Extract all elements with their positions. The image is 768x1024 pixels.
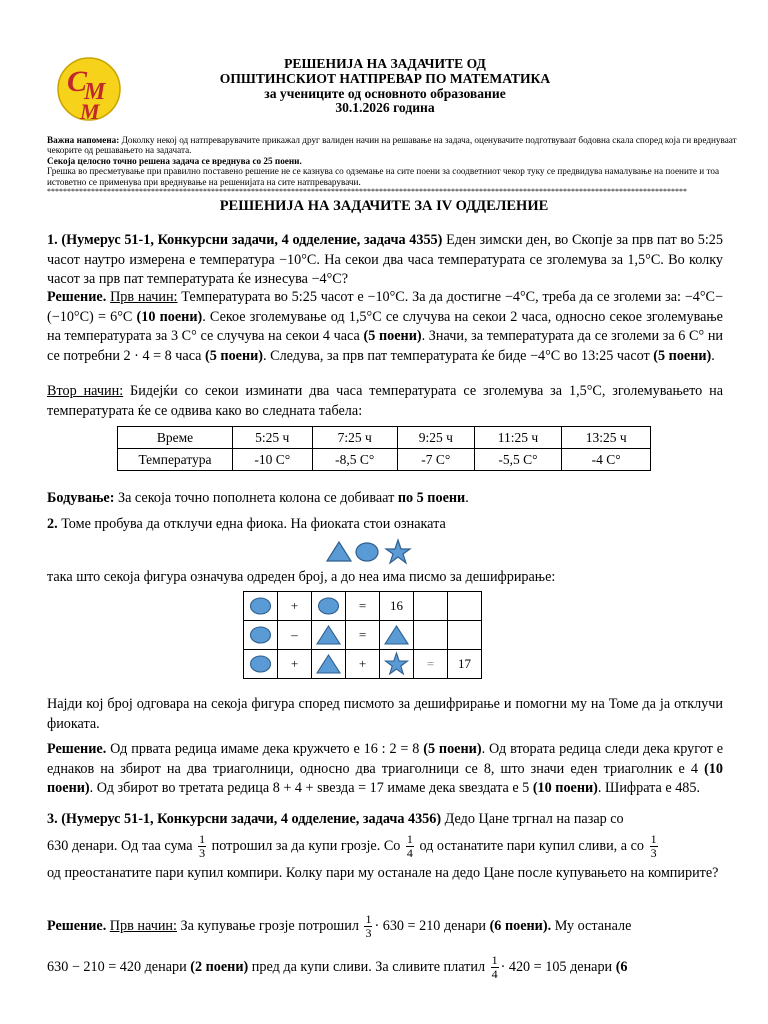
fraction [491, 954, 499, 981]
points-label: (5 поени) [363, 328, 422, 345]
error-rule: Грешка во пресметување при правилно поставено решение не се казнува со одземање на сите поени за соодветниот чекор туку се предвидува намалување на поените и тоа истоветно се применува при вреднување на решенијата на сите натпреварувачи. [47, 166, 720, 187]
solution-text: денари [440, 918, 490, 934]
problem-1-method-2 [47, 382, 723, 421]
logo-letter-2: М [84, 79, 106, 105]
scoring-label: Бодување: [47, 490, 115, 506]
table-cell: – [278, 621, 312, 650]
table-row [244, 650, 482, 679]
problem-3-heading: 3. (Нумерус 51-1, Конкурсни задачи, 4 одделение, задача 4356) [47, 811, 442, 827]
scoring-text: . [465, 490, 469, 506]
table-cell: -7 C° [397, 449, 474, 471]
table-cell: -10 C° [233, 449, 313, 471]
problem-3-line-2 [47, 831, 723, 861]
problem-1-solution [47, 288, 723, 366]
solution-text: . Од збирот во третата редица 8 + 4 + ѕвезда = 17 имаме дека ѕвездата е 5 [89, 780, 533, 797]
table-row [118, 427, 651, 449]
problem-2-solution [47, 740, 723, 799]
points-label: по 5 поени [397, 490, 466, 506]
fraction [650, 833, 658, 860]
problem-2-number: 2. [47, 516, 58, 532]
solution-text: . Значи, за температурата да се зголеми за 6 C° ни се потребни 2 · 4 = 8 часа [47, 328, 724, 364]
method-2-label: Втор начин: [47, 383, 124, 399]
solution-text: За купување грозје потрошил [176, 918, 363, 934]
logo-letter-1: С [67, 65, 88, 98]
table-cell [312, 650, 346, 679]
table-cell: -5,5 C° [474, 449, 562, 471]
table-cell: -4 C° [562, 449, 651, 471]
solution-text: Од првата редица имаме дека кружчето е 16 : 2 = 8 [106, 741, 424, 757]
important-notes [47, 135, 737, 187]
table-cell [312, 621, 346, 650]
points-label: (5 поени) [205, 347, 264, 364]
table-cell [244, 650, 278, 679]
cipher-table [243, 591, 482, 679]
smm-logo-icon [54, 55, 124, 123]
circle-icon [312, 593, 345, 619]
method-2-text: Бидејќи со секои изминати два часа температурата се зголемува за 1,5°C, зголемувањето на температурата ќе се одвива како во следната табела: [47, 383, 723, 419]
table-cell: -8,5 C° [312, 449, 397, 471]
solution-label: Решение. [47, 918, 107, 934]
triangle-icon [327, 542, 351, 561]
points-label: (6 [615, 959, 628, 975]
table-cell: 16 [380, 592, 414, 621]
points-label: (10 поени) [47, 760, 723, 797]
table-cell: 17 [448, 650, 482, 679]
fraction-denominator: 3 [650, 846, 657, 861]
table-cell: = [346, 592, 380, 621]
header-date: 30.1.2026 година [335, 100, 435, 116]
table-cell [448, 621, 482, 650]
solution-label: Решение. [47, 741, 107, 757]
circle-icon [244, 651, 277, 677]
problem-3-line-3: од преостанатите пари купил компири. Колку пари му останале на дедо Цане после купувањето на компирите? [47, 865, 719, 881]
table-cell [244, 621, 278, 650]
points-label: (2 поени) [190, 959, 249, 975]
star-icon [386, 540, 410, 563]
problem-3-text: 630 денари. Од таа сума [47, 838, 197, 854]
problem-1-text: Еден зимски ден, во Скопје за прв пат во 5:25 часот наутро измерена е температура −10°C. На секои два часа температурата се зголемува за 1,5°C. Во колку часот за прв пат температурата ќе изнесува −4°C? [47, 232, 723, 288]
solution-text: денари [141, 959, 191, 975]
fraction-numerator: 1 [365, 912, 372, 927]
problem-1-statement [47, 231, 723, 290]
fraction [406, 833, 414, 860]
problem-2-statement [47, 515, 723, 535]
fraction-denominator: 4 [491, 967, 498, 982]
table-cell [380, 621, 414, 650]
problem-3-solution-line-2 [47, 952, 723, 982]
table-cell: + [278, 592, 312, 621]
fraction-denominator: 3 [199, 846, 206, 861]
drawer-label-symbols [324, 537, 414, 565]
table-row [244, 621, 482, 650]
table-row [244, 592, 482, 621]
table-cell: 9:25 ч [397, 427, 474, 449]
table-cell: Температура [118, 449, 233, 471]
solution-text: . Секое зголемување од 1,5°C се случува на секои 2 часа, односно секое зголемување на температурата за 3 C° се случува на секои 4 часа [47, 308, 723, 345]
points-label: (10 поени) [532, 780, 598, 797]
table-cell: 13:25 ч [562, 427, 651, 449]
problem-3-heading-line [47, 810, 723, 830]
solution-text: Температурата во 5:25 часот е −10°C. За да достигне −4°C, треба да се зголеми за: −4°C−(−10°C) = 6°C [47, 289, 724, 325]
separator: **************************************************************************************************************************************************************** [47, 187, 687, 196]
fraction-numerator: 1 [406, 832, 413, 847]
table-cell [448, 592, 482, 621]
table-cell: + [278, 650, 312, 679]
solution-text: . [711, 347, 715, 364]
important-text: Доколку некој од натпреварувачите прикажал друг валиден начин на решавање на задача, оценувачите подготвуваат бодовна скала според која ги вреднуваат чекорите од решавањето на задачата. [47, 135, 737, 156]
circle-icon [244, 593, 277, 619]
fraction-denominator: 3 [365, 926, 372, 941]
fraction [364, 913, 372, 940]
problem-2-text-2: така што секоја фигура означува одреден број, а до неа има писмо за дешифрирање: [47, 569, 556, 585]
table-cell: 7:25 ч [312, 427, 397, 449]
problem-2-question: Најди кој број одговара на секоја фигура според писмото за дешифрирање и помогни му на Томе да ја отклучи фиоката. [47, 696, 723, 732]
table-cell: = [346, 621, 380, 650]
section-title: РЕШЕНИЈА НА ЗАДАЧИТЕ ЗА IV ОДДЕЛЕНИЕ [219, 198, 549, 214]
solution-text: . Следува, за прв пат температурата ќе биде −4°C во 13:25 часот [263, 347, 654, 364]
table-row [118, 449, 651, 471]
score-rule: Секоја целосно точно решена задача се вреднува со 25 поени. [47, 155, 302, 166]
solution-text: . Шифрата е 485. [597, 780, 701, 797]
solution-text: . Од втората редица следи дека кругот е еднаков на збирот на два триаголници, односно два триаголници се 8, што значи еден триаголник е 4 [47, 741, 723, 777]
circle-icon [244, 622, 277, 648]
header-line-3: за учениците од основното образование [264, 85, 506, 101]
fraction-numerator: 1 [199, 832, 206, 847]
method-1-label: Прв начин: [109, 918, 177, 934]
math-expression: 630 − 210 = 420 [47, 959, 142, 975]
problem-3-text: од останатите пари купил сливи, а со [415, 838, 648, 854]
header-line-2: ОПШТИНСКИОТ НАТПРЕВАР ПО МАТЕМАТИКА [219, 70, 551, 86]
logo-letter-3: М [80, 99, 100, 123]
table-cell [414, 621, 448, 650]
math-expression: · 630 = 210 [374, 918, 441, 934]
circle-icon [356, 543, 378, 561]
table-cell: = [414, 650, 448, 679]
scoring-text: За секоја точно пополнета колона се добиваат [114, 490, 398, 506]
math-expression: · 420 = 105 [500, 959, 567, 975]
triangle-icon [312, 651, 345, 677]
problem-2-text: Томе пробува да отклучи една фиока. На фиоката стои ознаката [57, 516, 446, 532]
points-label: (10 поени) [136, 308, 203, 325]
table-cell [414, 592, 448, 621]
table-cell: + [346, 650, 380, 679]
method-1-label: Прв начин: [110, 289, 178, 305]
star-icon [380, 651, 413, 677]
table-cell [312, 592, 346, 621]
fraction [198, 833, 206, 860]
solution-label: Решение. [47, 289, 107, 305]
triangle-icon [380, 622, 413, 648]
fraction-denominator: 4 [406, 846, 413, 861]
header-line-1: РЕШЕНИЈА НА ЗАДАЧИТЕ ОД [284, 56, 486, 71]
problem-3-text: потрошил за да купи грозје. Со [208, 838, 404, 854]
points-label: (5 поени) [653, 347, 712, 364]
temperature-table [117, 426, 651, 471]
important-label: Важна напомена: [47, 135, 120, 145]
scoring-line [47, 489, 723, 509]
points-label: (6 поени). [489, 918, 552, 934]
table-cell: 11:25 ч [474, 427, 562, 449]
problem-3-solution-line-1 [47, 911, 723, 941]
fraction-numerator: 1 [491, 953, 498, 968]
solution-text: денари [566, 959, 616, 975]
problem-3-text: Дедо Цане тргнал на пазар со [441, 811, 624, 827]
problem-1-heading: 1. (Нумерус 51-1, Конкурсни задачи, 4 одделение, задача 4355) [47, 232, 443, 248]
table-cell [244, 592, 278, 621]
table-cell: 5:25 ч [233, 427, 313, 449]
fraction-numerator: 1 [650, 832, 657, 847]
solution-text: Му останале [551, 918, 632, 934]
solution-text: пред да купи сливи. За сливите платил [248, 959, 489, 975]
triangle-icon [312, 622, 345, 648]
document-header [120, 57, 650, 116]
table-cell [380, 650, 414, 679]
points-label: (5 поени) [423, 741, 482, 757]
table-cell: Време [118, 427, 233, 449]
